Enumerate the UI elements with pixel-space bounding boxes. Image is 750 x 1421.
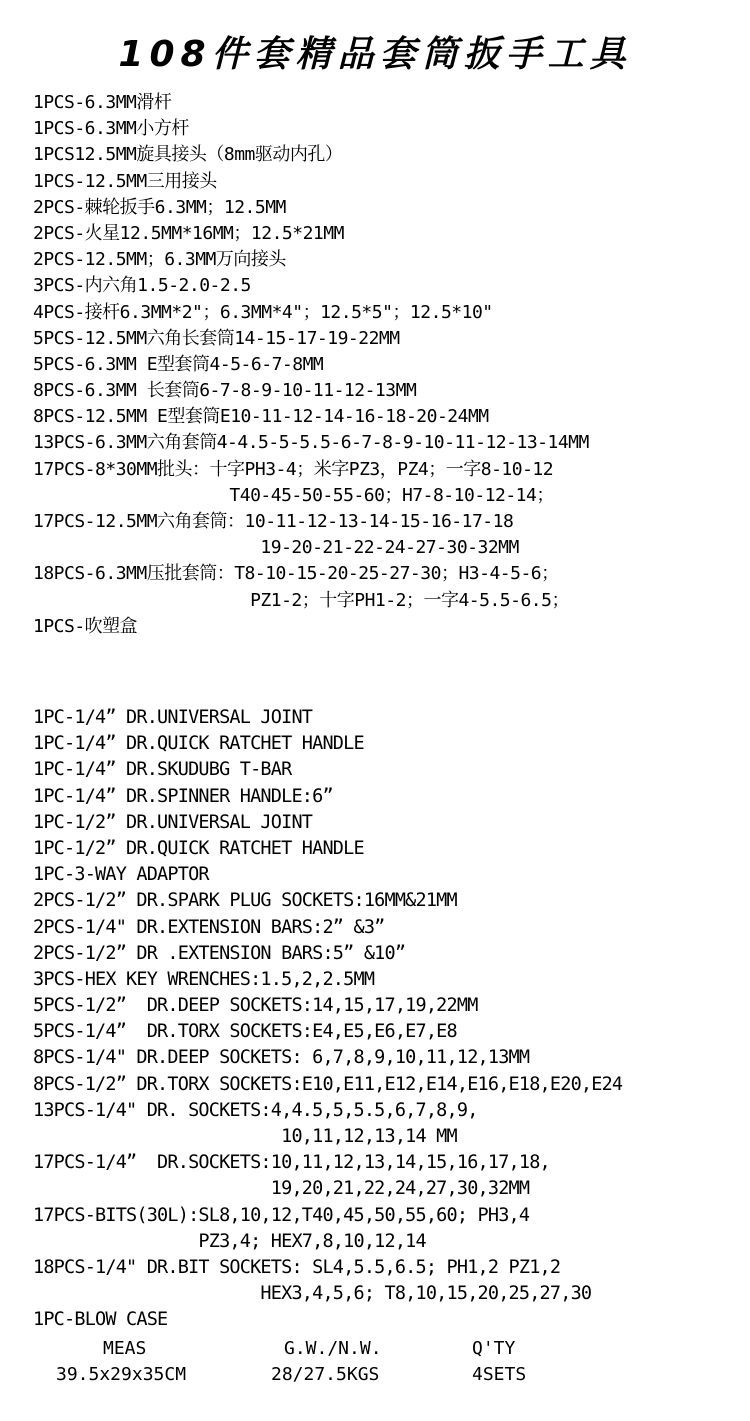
en-list-item: 8PCS-1/2” DR.TORX SOCKETS:E10,E11,E12,E14,E16,E18,E20,E24: [33, 1073, 623, 1095]
en-list-item: 5PCS-1/2” DR.DEEP SOCKETS:14,15,17,19,22MM: [33, 995, 478, 1017]
en-list-item: 1PC-1/2” DR.QUICK RATCHET HANDLE: [33, 837, 364, 859]
cn-list-item: 3PCS-内六角1.5-2.0-2.5: [33, 275, 251, 297]
en-list-item: 1PC-1/4” DR.SPINNER HANDLE:6”: [33, 785, 333, 807]
packing-value-row: [0, 1362, 750, 1388]
cn-list-item: PZ1-2；十字PH1-2；一字4-5.5-6.5；: [33, 589, 569, 611]
cn-list-item: 18PCS-6.3MM压批套筒：T8-10-15-20-25-27-30；H3-4-5-6；: [33, 563, 559, 585]
cn-list-item: 1PCS-12.5MM三用接头: [33, 170, 217, 192]
en-list-item: 1PC-1/4” DR.QUICK RATCHET HANDLE: [33, 733, 364, 755]
en-list-item: 2PCS-1/2” DR .EXTENSION BARS:5” &10”: [33, 942, 406, 964]
packing-header-row: [0, 1336, 750, 1362]
en-list-item: 17PCS-1/4” DR.SOCKETS:10,11,12,13,14,15,16,17,18,: [33, 1152, 550, 1174]
cn-list-item: 19-20-21-22-24-27-30-32MM: [33, 537, 519, 559]
en-list-item: 5PCS-1/4” DR.TORX SOCKETS:E4,E5,E6,E7,E8: [33, 1021, 457, 1043]
packing-info-table: [0, 1336, 750, 1388]
en-list-item: 1PC-BLOW CASE: [33, 1309, 168, 1331]
cn-list-item: 8PCS-12.5MM E型套筒E10-11-12-14-16-18-20-24MM: [33, 406, 489, 428]
weight-header: G.W./N.W.: [284, 1338, 382, 1359]
en-list-item: 1PC-3-WAY ADAPTOR: [33, 864, 209, 886]
cn-list-item: 2PCS-12.5MM；6.3MM万向接头: [33, 249, 286, 271]
qty-value: 4SETS: [472, 1364, 527, 1385]
cn-list-item: 1PCS-吹塑盒: [33, 615, 138, 637]
en-list-item: 13PCS-1/4" DR. SOCKETS:4,4.5,5,5.5,6,7,8,9,: [33, 1099, 478, 1121]
en-list-item: 10,11,12,13,14 MM: [33, 1126, 457, 1147]
en-list-item: PZ3,4; HEX7,8,10,12,14: [33, 1230, 426, 1252]
cn-list-item: 5PCS-6.3MM E型套筒4-5-6-7-8MM: [33, 353, 324, 375]
cn-list-item: T40-45-50-55-60；H7-8-10-12-14；: [33, 484, 554, 506]
chinese-parts-list: [33, 90, 733, 640]
en-list-item: 1PC-1/4” DR.SKUDUBG T-BAR: [33, 759, 292, 781]
cn-list-item: 4PCS-接杆6.3MM*2"；6.3MM*4"；12.5*5"；12.5*10": [33, 301, 493, 323]
qty-header: Q'TY: [472, 1338, 516, 1359]
cn-list-item: 13PCS-6.3MM六角套筒4-4.5-5-5.5-6-7-8-9-10-11-12-13-14MM: [33, 432, 589, 454]
cn-list-item: 17PCS-8*30MM批头：十字PH3-4；米字PZ3，PZ4；一字8-10-12: [33, 458, 554, 480]
meas-value: 39.5x29x35CM: [56, 1364, 187, 1385]
english-parts-list: [33, 705, 733, 1334]
cn-list-item: 1PCS12.5MM旋具接头（8mm驱动内孔）: [33, 144, 343, 166]
en-list-item: 17PCS-BITS(30L):SL8,10,12,T40,45,50,55,60; PH3,4: [33, 1204, 530, 1226]
en-list-item: 3PCS-HEX KEY WRENCHES:1.5,2,2.5MM: [33, 968, 375, 990]
cn-list-item: 2PCS-火星12.5MM*16MM；12.5*21MM: [33, 222, 344, 244]
cn-list-item: 1PCS-6.3MM滑杆: [33, 92, 172, 113]
cn-list-item: 5PCS-12.5MM六角长套筒14-15-17-19-22MM: [33, 327, 400, 349]
cn-list-item: 17PCS-12.5MM六角套筒：10-11-12-13-14-15-16-17-18: [33, 511, 514, 532]
en-list-item: 1PC-1/4” DR.UNIVERSAL JOINT: [33, 707, 313, 728]
page-title: 108件套精品套筒扳手工具: [118, 34, 632, 75]
cn-list-item: 2PCS-棘轮扳手6.3MM；12.5MM: [33, 196, 286, 218]
en-list-item: 2PCS-1/2” DR.SPARK PLUG SOCKETS:16MM&21MM: [33, 890, 457, 912]
meas-header: MEAS: [103, 1338, 147, 1359]
cn-list-item: 8PCS-6.3MM 长套筒6-7-8-9-10-11-12-13MM: [33, 380, 417, 402]
en-list-item: 19,20,21,22,24,27,30,32MM: [33, 1178, 530, 1200]
en-list-item: 2PCS-1/4" DR.EXTENSION BARS:2” &3”: [33, 916, 385, 938]
en-list-item: 18PCS-1/4" DR.BIT SOCKETS: SL4,5.5,6.5; PH1,2 PZ1,2: [33, 1256, 561, 1278]
en-list-item: HEX3,4,5,6; T8,10,15,20,25,27,30: [33, 1283, 592, 1305]
cn-list-item: 1PCS-6.3MM小方杆: [33, 118, 189, 140]
weight-value: 28/27.5KGS: [271, 1364, 380, 1385]
en-list-item: 1PC-1/2” DR.UNIVERSAL JOINT: [33, 811, 313, 833]
en-list-item: 8PCS-1/4" DR.DEEP SOCKETS: 6,7,8,9,10,11,12,13MM: [33, 1047, 530, 1069]
